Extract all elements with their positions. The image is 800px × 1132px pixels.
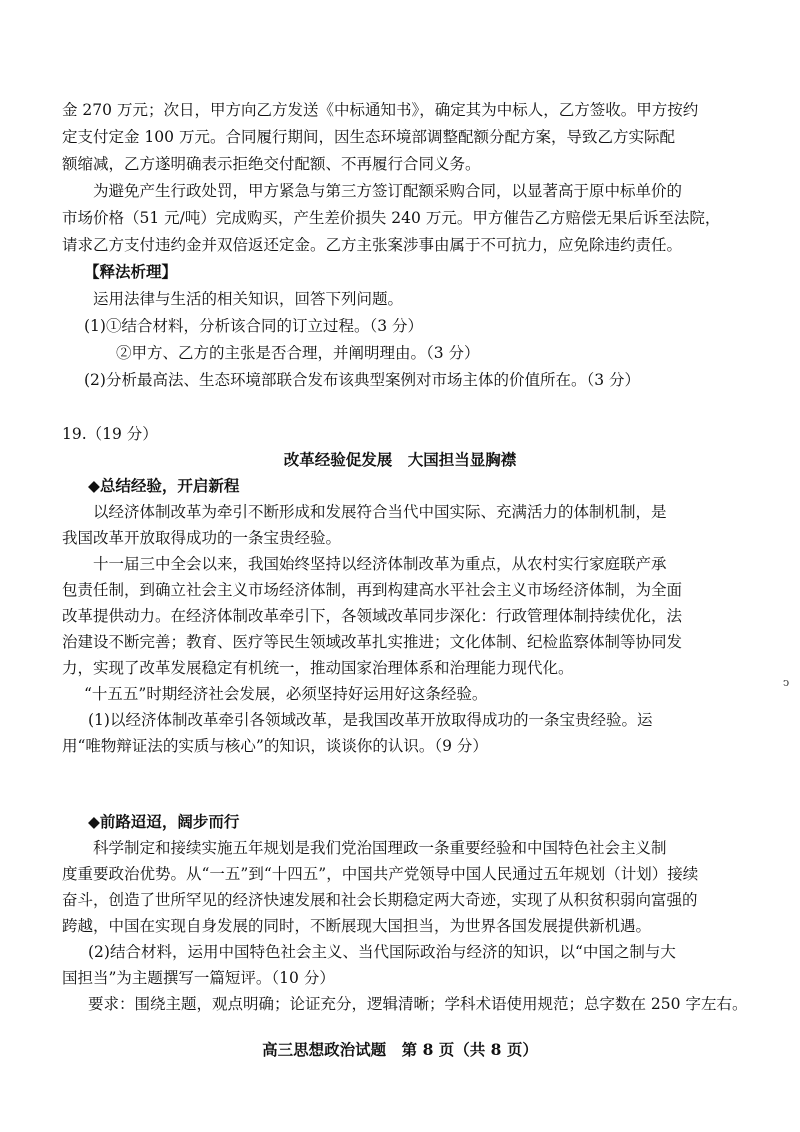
question-number: 19.（19 分）	[62, 425, 158, 443]
material-line: 改革提供动力。在经济体制改革牵引下，各领域改革同步深化：行政管理体制持续优化，法	[62, 607, 683, 625]
material-line: 力，实现了改革发展稳定有机统一，推动国家治理体系和治理能力现代化。	[62, 659, 574, 677]
material-line: 奋斗，创造了世所罕见的经济快速发展和社会长期稳定两大奇迹，实现了从积贫积弱向富强的	[62, 891, 698, 909]
material-line: “十五五”时期经济社会发展，必须坚持好运用好这条经验。	[84, 685, 488, 703]
question-title: 改革经验促发展 大国担当显胸襟	[283, 450, 517, 469]
material-line: 我国改革开放取得成功的一条宝贵经验。	[62, 529, 342, 547]
material-line: 治建设不断完善；教育、医疗等民生领域改革扎实推进；文化体制、纪检监察体制等协同发	[62, 633, 683, 651]
subsection-heading: ◆前路迢迢，阔步而行	[88, 812, 240, 831]
question-intro: 运用法律与生活的相关知识，回答下列问题。	[93, 290, 404, 308]
material-line: 十一届三中全会以来，我国始终坚持以经济体制改革为重点，从农村实行家庭联产承	[93, 555, 667, 573]
case-text-line: 额缩减，乙方遂明确表示拒绝交付配额、不再履行合同义务。	[62, 155, 481, 173]
answer-requirement: 要求：围绕主题，观点明确；论证充分，逻辑清晰；学科术语使用规范；总字数在 250 字左右。	[88, 995, 748, 1013]
question-18-2: (2)分析最高法、生态环境部联合发布该典型案例对市场主体的价值所在。（3 分）	[84, 371, 640, 389]
case-text-line: 金 270 万元；次日，甲方向乙方发送《中标通知书》，确定其为中标人，乙方签收。甲方按约	[62, 101, 699, 119]
material-line: 跨越，中国在实现自身发展的同时，不断展现大国担当，为世界各国发展提供新机遇。	[62, 917, 652, 935]
material-line: 以经济体制改革为牵引不断形成和发展符合当代中国实际、充满活力的体制机制，是	[93, 503, 667, 521]
material-line: 科学制定和接续实施五年规划是我们党治国理政一条重要经验和中国特色社会主义制	[93, 839, 667, 857]
question-19-1: 用“唯物辩证法的实质与核心”的知识，谈谈你的认识。（9 分）	[62, 737, 488, 755]
material-line: 包责任制，到确立社会主义市场经济体制，再到构建高水平社会主义市场经济体制，为全面	[62, 581, 683, 599]
case-text-line: 请求乙方支付违约金并双倍返还定金。乙方主张案涉事由属于不可抗力，应免除违约责任。	[62, 236, 683, 254]
case-text-line: 市场价格（51 元/吨）完成购买，产生差价损失 240 万元。甲方催告乙方赔偿无果后诉至法院，	[62, 209, 721, 227]
question-19-2: (2)结合材料，运用中国特色社会主义、当代国际政治与经济的知识，以“中国之制与大	[88, 943, 676, 961]
question-18-1a: (1)①结合材料，分析该合同的订立过程。（3 分）	[84, 317, 423, 335]
case-text-line: 定支付定金 100 万元。合同履行期间，因生态环境部调整配额分配方案，导致乙方实际配	[62, 128, 675, 146]
material-line: 度重要政治优势。从“一五”到“十四五”，中国共产党领导中国人民通过五年规划（计划）接续	[62, 865, 699, 883]
page-footer: 高三思想政治试题 第 8 页（共 8 页）	[262, 1040, 538, 1059]
scan-mark: ͻ	[783, 676, 790, 689]
subsection-heading: ◆总结经验，开启新程	[88, 476, 240, 495]
section-label: 【释法析理】	[84, 262, 178, 281]
case-text-line: 为避免产生行政处罚，甲方紧急与第三方签订配额采购合同，以显著高于原中标单价的	[93, 182, 683, 200]
question-19-2: 国担当”为主题撰写一篇短评。（10 分）	[62, 969, 335, 987]
question-19-1: (1)以经济体制改革牵引各领域改革，是我国改革开放取得成功的一条宝贵经验。运	[88, 711, 653, 729]
question-18-1b: ②甲方、乙方的主张是否合理，并阐明理由。（3 分）	[116, 344, 480, 362]
